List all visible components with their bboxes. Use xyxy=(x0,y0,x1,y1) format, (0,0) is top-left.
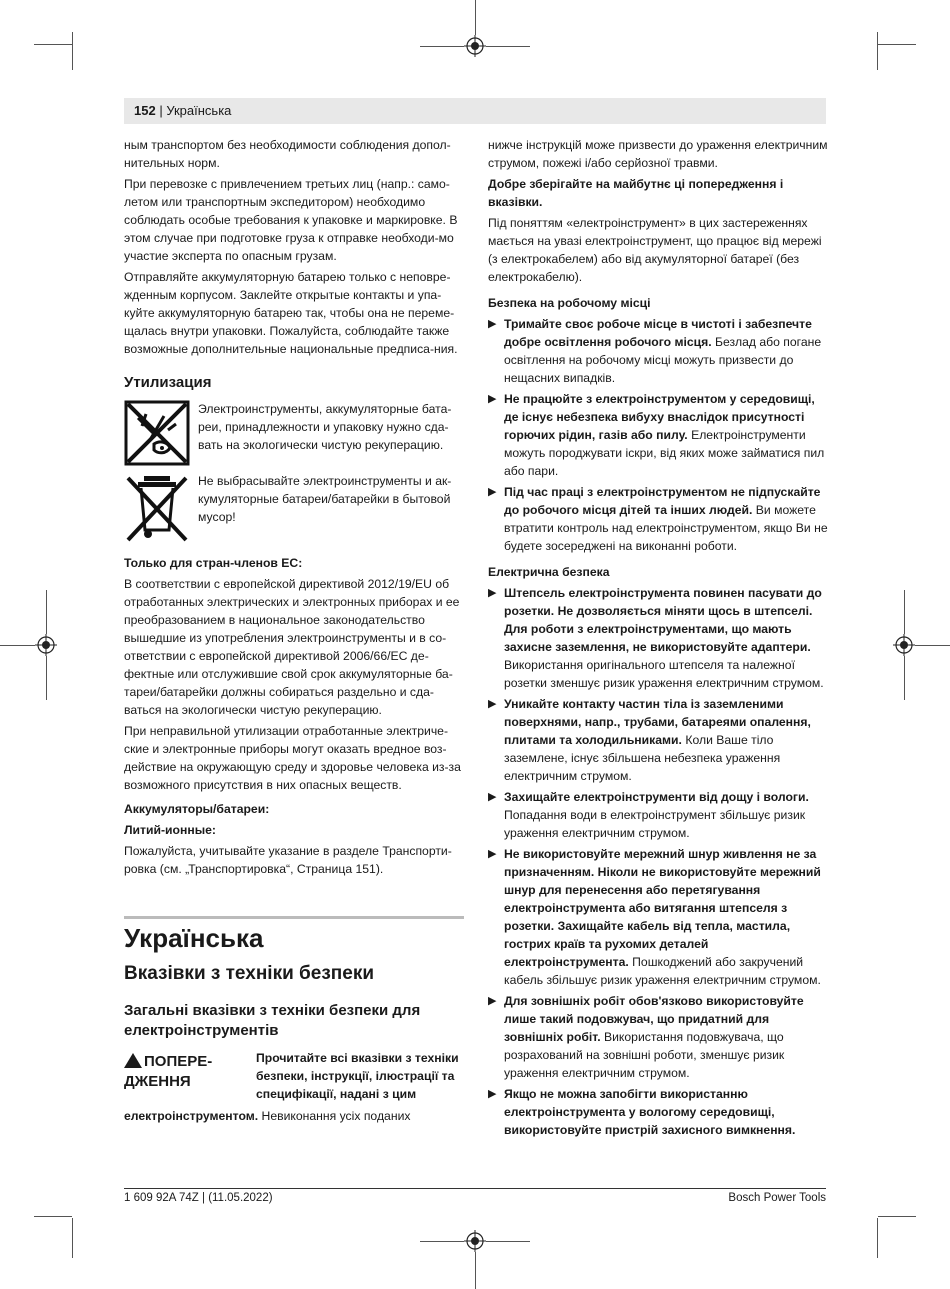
bullet-arrow-icon: ▶ xyxy=(488,995,497,1007)
list-item: ▶ Уникайте контакту частин тіла із заземленими поверхнями, напр., трубами, батареями опалення, плитами та холодильниками. Коли Ваше тіло заземлене, існує збільшена небезпека ураження електричним струмом. xyxy=(488,697,811,783)
disposal-text: Электроинструменты, аккумуляторные бата-реи, принадлежности и упаковку нужно сда-вать на экологически чистую рекуперацию. xyxy=(198,402,452,452)
section-divider xyxy=(124,916,464,919)
warning-continuation: електроінструментом. Невиконання усіх поданих xyxy=(124,1109,411,1123)
bullet-arrow-icon: ▶ xyxy=(488,698,497,710)
crop-mark xyxy=(46,656,47,700)
crop-mark xyxy=(486,46,530,47)
bullet-arrow-icon: ▶ xyxy=(488,791,497,803)
disposal-row-2 xyxy=(124,472,464,544)
crop-mark xyxy=(878,1216,916,1217)
footer-brand: Bosch Power Tools xyxy=(728,1192,826,1204)
paragraph: Отправляйте аккумуляторную батарею только с неповре-жденным корпусом. Заклейте открытые контакты и упа-куйте аккумуляторную батарею так, чтобы она не переме-щалась внутри упаковки. Пожалуйста, соблюдайте также возможные дополнительные национальные предписа-ния. xyxy=(124,270,458,356)
paragraph: ным транспортом без необходимости соблюдения допол-нительных норм. xyxy=(124,138,451,170)
registration-mark-icon xyxy=(35,634,57,656)
paragraph: Під поняттям «електроінструмент» в цих застереженнях мається на увазі електроінструмент, що працює від мережі (з електрокабелем) або від акумуляторної батареї (без електрокабелю). xyxy=(488,216,822,284)
bullet-arrow-icon: ▶ xyxy=(488,486,497,498)
disposal-row-1 xyxy=(124,400,464,466)
crossed-out-wheelie-bin-icon xyxy=(124,472,190,544)
crop-mark xyxy=(46,590,47,634)
crop-mark xyxy=(915,645,950,646)
crop-mark xyxy=(72,32,73,70)
crop-mark xyxy=(420,1241,464,1242)
bullet-arrow-icon: ▶ xyxy=(488,393,497,405)
li-ion-heading: Литий-ионные: xyxy=(124,823,216,837)
footer-divider xyxy=(124,1188,826,1189)
warning-label: ПОПЕРЕ-ДЖЕННЯ xyxy=(124,1053,213,1090)
list-item: ▶ Захищайте електроінструменти від дощу і вологи. Попадання води в електроінструмент збільшує ризик ураження електричним струмом. xyxy=(488,790,809,840)
warning-triangle-icon xyxy=(124,1053,142,1068)
list-item: ▶ Якщо не можна запобігти використанню електроінструмента у вологому середовищі, використовуйте пристрій захисного вимкнення. xyxy=(488,1087,796,1137)
list-item: ▶ Не використовуйте мережний шнур живлення не за призначенням. Ніколи не використовуйте мережний шнур для перенесення або перетягування електроінструмента або витягання штепселя з розетки. Захищайте кабель від тепла, мастила, гострих країв та рухомих деталей електроінструмента. Пошкоджений або закручений кабель збільшує ризик ураження електричним струмом. xyxy=(488,847,821,987)
workplace-safety-heading: Безпека на робочому місці xyxy=(488,296,651,310)
general-safety-heading: Загальні вказівки з техніки безпеки для електроінструментів xyxy=(124,1002,421,1039)
electrical-safety-heading: Електрична безпека xyxy=(488,565,610,579)
footer-doc-number: 1 609 92A 74Z | (11.05.2022) xyxy=(124,1192,273,1204)
crop-mark xyxy=(877,1218,878,1258)
paragraph: Пожалуйста, учитывайте указание в разделе Транспорти-ровка (см. „Транспортировка“, Страница 151). xyxy=(124,844,452,876)
list-item: ▶ Тримайте своє робоче місце в чистоті і забезпечте добре освітлення робочого місця. Безлад або погане освітлення на робочому місці можуть призвести до нещасних випадків. xyxy=(488,317,822,385)
header-text: 152 | Українська xyxy=(134,103,232,118)
paragraph: При неправильной утилизации отработанные электриче-ские и электронные приборы могут оказать вредное воз-действие на окружающую среду и здоровье человека из-за возможного присутствия в них опасных веществ. xyxy=(124,724,461,792)
batteries-heading: Аккумуляторы/батареи: xyxy=(124,802,270,816)
paragraph: нижче інструкцій може призвести до ураження електричним струмом, пожежі і/або серйозної травми. xyxy=(488,138,828,170)
crop-mark xyxy=(72,1218,73,1258)
crop-mark xyxy=(475,0,476,35)
crop-mark xyxy=(904,590,905,634)
crop-mark xyxy=(34,1216,72,1217)
crop-mark xyxy=(0,645,35,646)
page-header xyxy=(124,98,826,124)
paragraph: В соответствии с европейской директивой 2012/19/EU об отработанных электрических и электронных приборах и ее преобразованием в национальное законодательство вышедшие из употребления электроинструменты и в со-ответствии с европейской директивой 2006/66/EC де-фектные или отслужившие свой срок аккумуляторные ба-тареи/батарейки должны собираться раздельно и сда-ваться на экологически чистую рекуперацию. xyxy=(124,577,460,717)
warning-block xyxy=(124,1049,464,1107)
language-title: Українська xyxy=(124,923,264,953)
bullet-arrow-icon: ▶ xyxy=(488,318,497,330)
disposal-text: Не выбрасывайте электроинструменты и ак-кумуляторные батареи/батарейки в бытовой мусор! xyxy=(198,474,452,524)
list-item: ▶ Штепсель електроінструмента повинен пасувати до розетки. Не дозволяється міняти щось в штепселі. Для роботи з електроінструментами, що мають захисне заземлення, не використовуйте адаптери. Використання оригінального штепселя та належної розетки зменшує ризик ураження електричним струмом. xyxy=(488,586,824,690)
right-column xyxy=(488,136,828,1142)
paragraph: При перевозке с привлечением третьих лиц (напр.: само-летом или транспортным экспедитором) необходимо соблюдать особые требования к упаковке и маркировке. В этом случае при подготовке груза к отправке необходи-мо участие эксперта по опасным грузам. xyxy=(124,177,458,263)
list-item: ▶ Під час праці з електроінструментом не підпускайте до робочого місця дітей та інших людей. Ви можете втратити контроль над електроінструментом, якщо Ви не будете зосереджені на виконанні роботи. xyxy=(488,485,828,553)
crop-mark xyxy=(878,44,916,45)
list-item: ▶ Для зовнішніх робіт обов'язково використовуйте лише такий подовжувач, що придатний для зовнішніх робіт. Використання подовжувача, що розрахований на зовнішні роботи, зменшує ризик ураження електричним струмом. xyxy=(488,994,804,1080)
recycling-crossed-tool-icon xyxy=(124,400,190,466)
eu-heading: Только для стран-членов ЕС: xyxy=(124,556,303,570)
safety-heading: Вказівки з техніки безпеки xyxy=(124,963,375,984)
crop-mark xyxy=(877,32,878,70)
disposal-heading: Утилизация xyxy=(124,374,212,391)
bullet-arrow-icon: ▶ xyxy=(488,587,497,599)
bullet-arrow-icon: ▶ xyxy=(488,848,497,860)
registration-mark-icon xyxy=(464,35,486,57)
registration-mark-icon xyxy=(893,634,915,656)
crop-mark xyxy=(904,656,905,700)
crop-mark xyxy=(475,1252,476,1289)
bullet-arrow-icon: ▶ xyxy=(488,1088,497,1100)
list-item: ▶ Не працюйте з електроінструментом у середовищі, де існує небезпека вибуху внаслідок присутності горючих рідин, газів або пилу. Електроінструменти можуть породжувати іскри, від яких може займатися пил або пари. xyxy=(488,392,825,478)
left-column xyxy=(124,136,464,1125)
keep-instructions-heading: Добре зберігайте на майбутнє ці попередження і вказівки. xyxy=(488,177,784,209)
header-language: Українська xyxy=(166,103,232,118)
crop-mark xyxy=(34,44,72,45)
crop-mark xyxy=(486,1241,530,1242)
crop-mark xyxy=(420,46,464,47)
page-number: 152 xyxy=(134,103,156,118)
registration-mark-icon xyxy=(464,1230,486,1252)
warning-bold-text: Прочитайте всі вказівки з техніки безпеки, інструкції, ілюстрації та специфікації, надані з цим xyxy=(256,1051,459,1101)
